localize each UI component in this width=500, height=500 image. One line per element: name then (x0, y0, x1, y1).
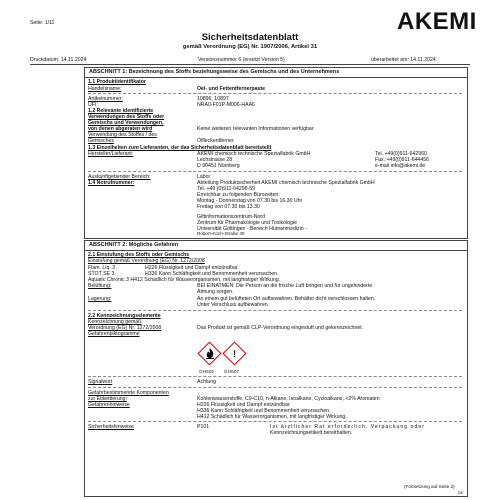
divider (88, 171, 462, 172)
fax-number: Fax. +49(0)911-644456 (375, 157, 429, 163)
gef-label-2: zur Etikettierung: (88, 396, 127, 402)
class-1-text: H226 Flüssigkeit und Dampf entzündbar. (145, 265, 239, 271)
phone-number: Tel. +49(0)911-642960 (375, 151, 427, 157)
company-logo: AKEMI (397, 8, 477, 35)
notruf-line-5: Freitag von 07.30 bis 13.30 (197, 204, 260, 210)
class-2-text: H336 Kann Schläfrigkeit und Benommenheit verursachen. (145, 271, 279, 277)
handelsname-label: Handelsname: (88, 86, 122, 92)
s22-value-b: Das Produkt ist gemäß CLP-Verordnung eingestuft und gekennzeichnet. (197, 325, 364, 331)
gift-line-1: Giftinformationszentrum-Nord (197, 214, 266, 220)
s12-heading-c: Gemischs und Verwendungen, (88, 120, 164, 126)
continuation-note: (Fortsetzung auf Seite 2) (404, 484, 455, 489)
s13-heading: 1.3 Einzelheiten zum Lieferanten, der das Sicherheitsdatenblatt bereitstellt (88, 145, 272, 151)
sicherheit-label: Sicherheitshinweise (88, 424, 134, 430)
language-code: DE (458, 490, 464, 495)
belueftung-label: Belüftung: (88, 283, 112, 289)
divider (88, 93, 462, 94)
section-1-heading: ABSCHNITT 1: Bezeichnung des Stoffs beziehungsweise des Gemischs und des Unternehmens (85, 68, 467, 78)
ghs02-label: GHS02 (199, 369, 215, 374)
revision-date: überarbeitet am: 14.11.2024 (371, 57, 436, 63)
version-number: Versionsnummer 6 (ersetzt Version 5) (198, 57, 285, 63)
s12-heading-b: Verwendungen des Stoffs oder (88, 114, 165, 120)
s12-heading-a: 1.2 Relevante identifizierte (88, 108, 154, 114)
s12-value-f: Ölfleckentferner (197, 138, 234, 144)
ghs07-exclamation-icon: ! (222, 341, 246, 365)
lagerung-line-2: Unter Verschluss aufbewahren. (197, 302, 270, 308)
auskunft-label: Auskunftgebender Bereich: (88, 174, 151, 180)
s22-label-b: Verordnung (EG) Nr. 1272/2008 (88, 325, 162, 331)
sicherheit-line-2: Kennzeichnungsetikett bereithalten. (270, 430, 353, 436)
divider (88, 376, 462, 377)
email-address: e-mail info@akemi.de (375, 163, 426, 169)
document-title: Sicherheitsdatenblatt (201, 32, 299, 43)
gef-value-5: H412 Schädlich für Wasserorganismen, mit langfristiger Wirkung. (197, 414, 347, 420)
notruf-label: 1.4 Notrufnummer: (88, 180, 135, 186)
pictogram-label: Gefahrenpiktogramme (88, 331, 140, 337)
hersteller-label: Hersteller/Lieferant: (88, 151, 134, 157)
divider (88, 421, 462, 422)
ufi-value: NRA0-F01P-M006-HAA6 (197, 102, 255, 108)
s12-label-e: Verwendung des Stoffes / des (88, 132, 157, 138)
class-3-text: Aquatic Chronic 3 H412 Schädlich für Wasserorganismen, mit langfristiger Wirkung. (88, 277, 281, 283)
section-2-heading: ABSCHNITT 2: Mögliche Gefahren (85, 241, 467, 251)
document-subtitle: gemäß Verordnung (EG) Nr. 1907/2006, Artikel 31 (182, 44, 318, 50)
divider (88, 310, 462, 311)
page-number: Seite: 1/11 (30, 20, 55, 26)
notruf-line-4: Montag - Donnerstag von 07.30 bis 16.30 Uhr (197, 198, 303, 204)
s12-heading-d: von denen abgeraten wird (88, 126, 153, 132)
notruf-line-2: Tel. +49 (0)911-64296-59 (197, 186, 256, 192)
gift-line-2: Zentrum für Pharmakologie und Toxikologie (197, 220, 297, 226)
s22-label-a: Kennzeichnung gemäß (88, 319, 142, 325)
s11-heading: 1.1 Produktidentifikator (88, 79, 146, 85)
hersteller-line-3: D 90451 Nürnberg (197, 163, 240, 169)
print-date: Druckdatum: 14.11.2024 (30, 57, 87, 63)
notruf-line-3: Erreichbar zu folgenden Bürozeiten: (197, 192, 280, 198)
s22-heading: 2.2 Kennzeichnungselemente (88, 313, 161, 319)
ufi-label: UFI: (88, 102, 98, 108)
gift-line-4: Robert-Koch-Straße 40 (197, 231, 245, 236)
ghs07-label: GHS07 (224, 369, 240, 374)
s21-subheading: Einstufung gemäß Verordnung (EG) Nr. 1272/2008 (88, 258, 205, 264)
signal-value: Achtung (197, 379, 217, 385)
lagerung-label: Lagerung: (88, 296, 112, 302)
class-1-code: Flam. Liq. 3 (88, 265, 116, 271)
sicherheit-line-1: Ist ärztlicher Rat erforderlich, Verpackung oder (270, 424, 425, 430)
header-divider (30, 64, 470, 65)
gef-value-4: H336 Kann Schläfrigkeit und Benommenheit verursachen. (197, 408, 331, 414)
notruf-line-1: Abteilung Produktsicherheit AKEMI chemisch technische Spezialfabrik GmbH (197, 180, 375, 186)
auskunft-value: Labor (197, 174, 211, 180)
artikel-label: Artikelnummer: (88, 96, 123, 102)
s12-label-f: Gemisches (88, 138, 114, 144)
hersteller-line-2: Lechstrasse 28 (197, 157, 233, 163)
gift-line-3: Universität Göttingen - Bereich Humanmedizin - (197, 226, 307, 232)
sicherheit-code: P101 (197, 424, 210, 430)
s21-heading: 2.1 Einstufung des Stoffs oder Gemischs (88, 252, 190, 258)
gef-value-2: Kohlenwasserstoffe, C9-C10, n-Alkane, Isoalkane, Cycloalkane, <2% Aromaten (197, 396, 380, 402)
gef-label-1: Gefahrbestimmende Komponenten (88, 390, 169, 396)
belueftung-line-2: Atmung sorgen. (197, 289, 234, 295)
belueftung-line-1: BEI EINATMEN: Die Person an die frische Luft bringen und für ungehinderte (197, 283, 373, 289)
signal-label: Signalwort (88, 379, 113, 385)
divider (88, 387, 462, 388)
lagerung-line-1: An einem gut belüfteten Ort aufbewahren. Behälter dicht verschlossen halten. (197, 296, 376, 302)
handelsname-value: Oel- und Fettentfernerpaste (197, 86, 266, 92)
gef-label-3: Gefahrenhinweise (88, 402, 130, 408)
artikel-value: 10896, 10897 (197, 96, 229, 102)
gef-value-3: H226 Flüssigkeit und Dampf entzündbar. (197, 402, 291, 408)
s12-value-d: Keine weiteren relevanten Informationen verfügbar. (197, 126, 315, 132)
class-2-code: STOT SE 3 (88, 271, 115, 277)
hersteller-line-1: AKEMI chemisch technische Spezialfabrik GmbH (197, 151, 311, 157)
